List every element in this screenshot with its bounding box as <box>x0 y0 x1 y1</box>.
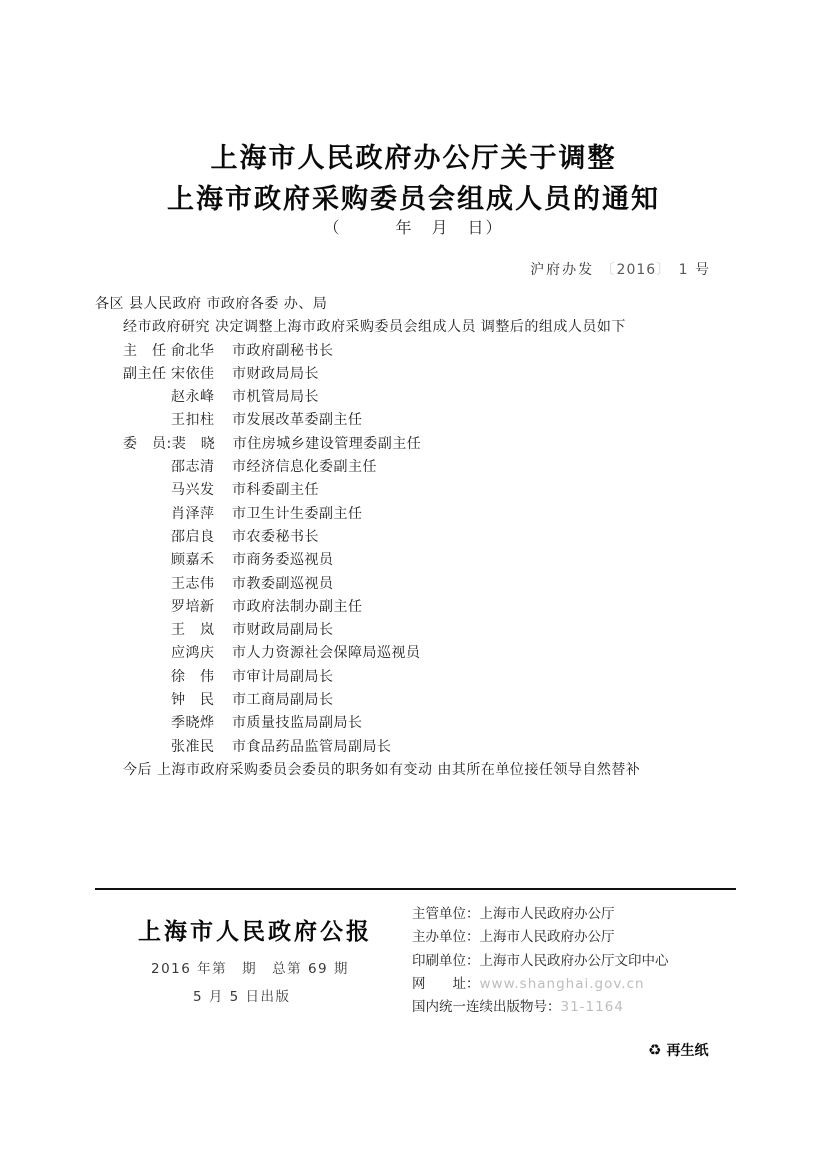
roster-person-title: 市人力资源社会保障局巡视员 <box>232 645 421 662</box>
roster-person-name: 钟 民 <box>171 692 215 709</box>
roster-person-name: 王志伟 <box>171 575 215 592</box>
roster-role-label <box>123 736 171 759</box>
roster-person-name: 肖泽萍 <box>171 505 215 522</box>
publisher-row-value: 上海市人民政府办公厅文印中心 <box>479 952 669 969</box>
document-number-num: 1 <box>678 262 689 278</box>
roster-role-label <box>123 619 171 642</box>
roster-role-label <box>123 526 171 549</box>
roster-role-label: 副主任 <box>123 365 167 382</box>
roster-person-name: 邵志清 <box>171 459 215 476</box>
document-body <box>95 293 740 782</box>
document-date-line: （ 年 月 日） <box>323 218 504 237</box>
roster-role-label <box>123 386 171 409</box>
roster-person-name: 宋依佳 <box>171 365 215 382</box>
roster-person-name: 俞北华 <box>171 342 215 359</box>
publisher-row-value: 上海市人民政府办公厅 <box>479 929 615 946</box>
roster-person-title: 市商务委巡视员 <box>232 552 334 569</box>
publisher-row-label: 网 址： <box>412 975 480 992</box>
intro-paragraph: 经市政府研究 决定调整上海市政府采购委员会组成人员 调整后的组成人员如下 <box>123 319 626 336</box>
roster-row <box>95 596 740 619</box>
document-title-line2: 上海市政府采购委员会组成人员的通知 <box>167 184 660 215</box>
document-number-bracket-close: 〕 <box>656 262 673 278</box>
closing-paragraph: 今后 上海市政府采购委员会委员的职务如有变动 由其所在单位接任领导自然替补 <box>123 761 641 778</box>
publisher-row-label: 国内统一连续出版物号： <box>412 999 561 1016</box>
roster-role-label <box>123 549 171 572</box>
roster-role-label <box>123 503 171 526</box>
publisher-row <box>412 903 669 926</box>
roster-person-name: 王 岚 <box>171 622 215 639</box>
roster-person-title: 市工商局副局长 <box>232 692 334 709</box>
publisher-row <box>412 950 669 973</box>
roster-person-title: 市质量技监局副局长 <box>232 715 363 732</box>
roster-role-label <box>123 409 171 432</box>
roster-person-name: 罗培新 <box>171 598 215 615</box>
document-number-bracket-open: 〔 <box>600 262 617 278</box>
roster-person-name: 邵启良 <box>171 528 215 545</box>
roster-person-name: 马兴发 <box>171 482 215 499</box>
document-number-prefix: 沪府办发 <box>530 262 595 278</box>
roster-person-title: 市食品药品监管局副局长 <box>232 738 392 755</box>
roster-row <box>95 642 740 665</box>
roster-row <box>95 340 740 363</box>
roster-person-title: 市政府副秘书长 <box>232 342 334 359</box>
publisher-row <box>412 973 669 996</box>
roster-person-title: 市科委副主任 <box>232 482 319 499</box>
roster-role-label <box>123 456 171 479</box>
gazette-issue-line: 2016 年第 期 总第 69 期 <box>151 961 349 977</box>
recycled-paper-badge <box>648 1040 708 1060</box>
roster-row <box>95 479 740 502</box>
roster-person-name: 应鸿庆 <box>171 645 215 662</box>
roster-role-label <box>123 666 171 689</box>
roster-row <box>95 689 740 712</box>
roster-role-label <box>123 642 171 665</box>
publisher-info <box>412 903 669 1019</box>
publisher-row-value: 上海市人民政府办公厅 <box>479 906 615 922</box>
roster-row <box>95 433 740 456</box>
roster-row <box>95 573 740 596</box>
gazette-publish-date: 5 月 5 日出版 <box>193 989 291 1005</box>
publisher-row <box>412 926 669 949</box>
roster-person-title: 市农委秘书长 <box>232 528 319 545</box>
publisher-row-value: www.shanghai.gov.cn <box>479 975 645 992</box>
roster-person-name: 赵永峰 <box>171 389 215 406</box>
roster-row <box>95 666 740 689</box>
publisher-row <box>412 996 669 1019</box>
roster-row <box>95 736 740 759</box>
roster-row <box>95 409 740 432</box>
roster-person-name: 徐 伟 <box>171 668 215 685</box>
roster-person-title: 市经济信息化委副主任 <box>232 459 377 476</box>
roster-person-title: 市机管局局长 <box>232 389 319 406</box>
roster-role-label <box>123 573 171 596</box>
roster-role-label <box>123 596 171 619</box>
publisher-row-label: 主管单位： <box>412 906 480 922</box>
recycled-paper-label: 再生纸 <box>666 1043 709 1059</box>
roster-row <box>95 712 740 735</box>
roster-person-title: 市财政局副局长 <box>232 622 334 639</box>
roster-person-name: 顾嘉禾 <box>171 552 215 569</box>
roster-row <box>95 619 740 642</box>
roster-row <box>95 549 740 572</box>
roster-person-title: 市住房城乡建设管理委副主任 <box>232 435 422 452</box>
recycle-icon: ♻ <box>648 1041 662 1059</box>
roster-row <box>95 526 740 549</box>
roster-person-name: 王扣柱 <box>171 412 215 429</box>
roster-person-title: 市财政局局长 <box>232 365 319 382</box>
roster-person-name: 张准民 <box>171 738 215 755</box>
roster-person-name: 季晓烨 <box>171 715 215 732</box>
publisher-row-value: 31-1164 <box>560 999 624 1016</box>
document-title-line1: 上海市人民政府办公厅关于调整 <box>210 143 617 174</box>
roster-person-title: 市审计局副局长 <box>232 668 334 685</box>
roster-row <box>95 386 740 409</box>
roster-person-title: 市发展改革委副主任 <box>232 412 363 429</box>
document-number-suffix: 号 <box>695 262 711 278</box>
footer-divider <box>95 888 736 890</box>
roster-person-title: 市卫生计生委副主任 <box>232 505 363 522</box>
roster-person-title: 市政府法制办副主任 <box>232 598 363 615</box>
roster-person-name: 裴 晓 <box>171 435 216 452</box>
publisher-row-label: 主办单位： <box>412 929 480 946</box>
roster-role-label: 主 任 <box>123 342 167 359</box>
document-number <box>530 259 711 279</box>
roster-role-label <box>123 479 171 502</box>
document-number-year: 2016 <box>616 262 657 278</box>
publisher-row-label: 印刷单位： <box>412 952 480 969</box>
roster-row <box>95 363 740 386</box>
gazette-title: 上海市人民政府公报 <box>138 918 372 945</box>
roster-person-title: 市教委副巡视员 <box>232 575 334 592</box>
roster-role-label <box>123 689 171 712</box>
roster-role-label: 委 员: <box>123 435 172 452</box>
roster-row <box>95 503 740 526</box>
roster-row <box>95 456 740 479</box>
salutation-line: 各区 县人民政府 市政府各委 办、局 <box>95 296 328 312</box>
roster-role-label <box>123 712 171 735</box>
committee-roster <box>95 340 740 759</box>
